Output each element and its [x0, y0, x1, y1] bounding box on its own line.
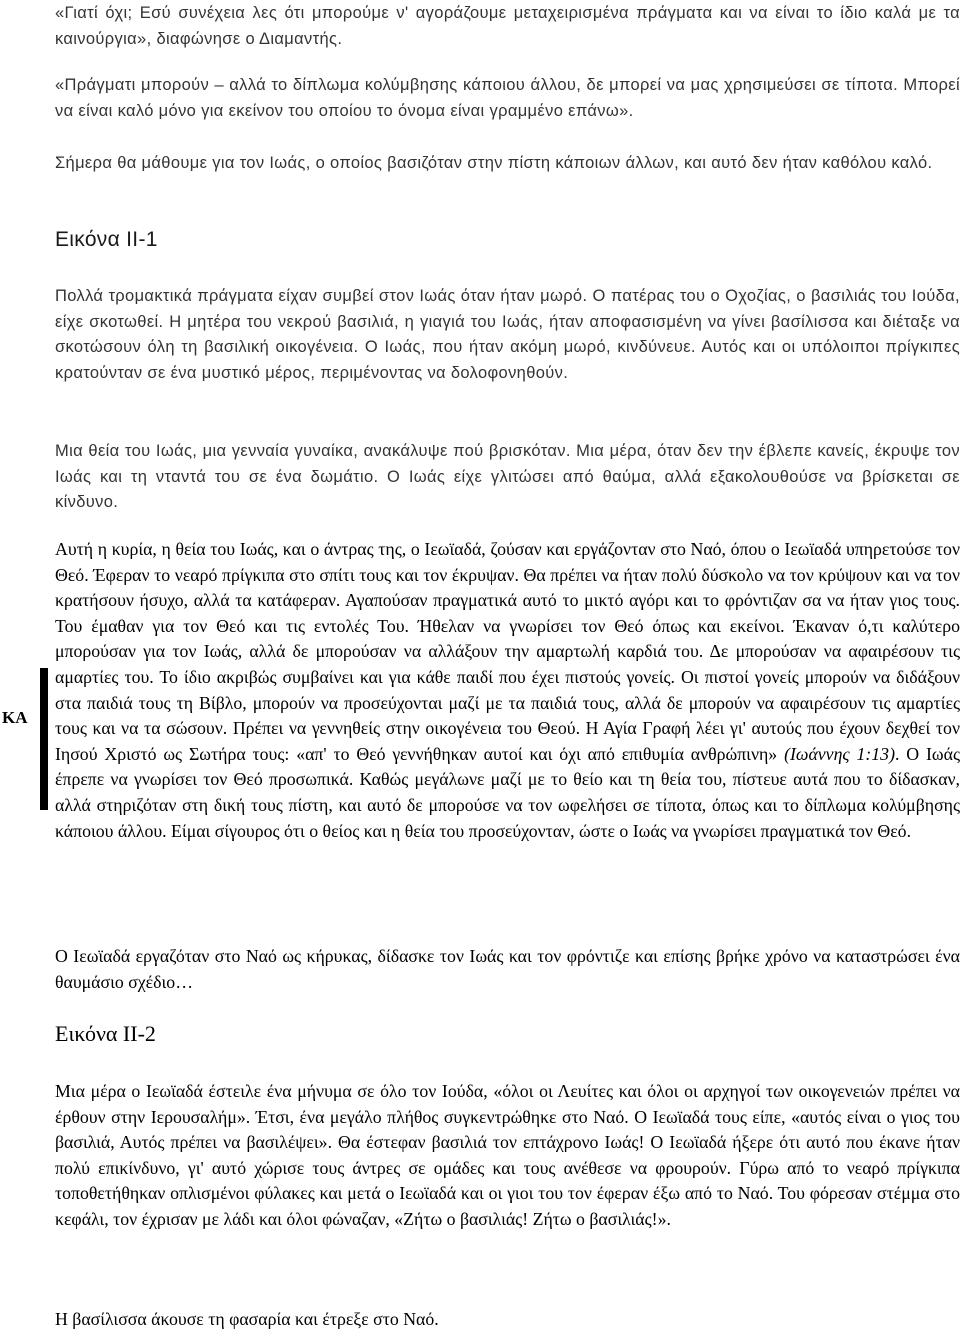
- margin-marker-bar: [40, 668, 48, 810]
- section1-paragraph-2: Μια θεία του Ιωάς, μια γενναία γυναίκα, ανακάλυψε πού βρισκόταν. Μια μέρα, όταν δεν την έβλεπε κανείς, έκρυψε τον Ιωάς και τη νταντά του σε ένα δωμάτιο. Ο Ιωάς είχε γλιτώσει από θαύμα, αλλά εξακολουθούσε να βρίσκεται σε κίνδυνο.: [55, 442, 960, 511]
- section1-paragraph-3: [55, 537, 960, 844]
- section2-paragraph-2: Η βασίλισσα άκουσε τη φασαρία και έτρεξε στο Ναό.: [55, 1309, 439, 1329]
- margin-marker-label: ΚΑ: [2, 708, 28, 727]
- section1-paragraph-4: Ο Ιεωϊαδά εργαζόταν στο Ναό ως κήρυκας, δίδασκε τον Ιωάς και τον φρόντιζε και επίσης βρήκε χρόνο να καταστρώσει ένα θαυμάσιο σχέδιο…: [55, 946, 960, 992]
- section1-paragraph-1: Πολλά τρομακτικά πράγματα είχαν συμβεί στον Ιωάς όταν ήταν μωρό. Ο πατέρας του ο Οχοζίας, ο βασιλιάς του Ιούδα, είχε σκοτωθεί. Η μητέρα του νεκρού βασιλιά, η γιαγιά του Ιωάς, ήταν αποφασισμένη να γίνει βασίλισσα και διέταξε να σκοτώσουν όλη τη βασιλική οικογένεια. Ο Ιωάς, που ήταν ακόμη μωρό, κινδύνευε. Αυτός και οι υπόλοιποι πρίγκιπες κρατούνταν σε ένα μυστικό μέρος, περιμένοντας να δολοφονηθούν.: [55, 287, 960, 382]
- section2-paragraph-1: Μια μέρα ο Ιεωϊαδά έστειλε ένα μήνυμα σε όλο τον Ιούδα, «όλοι οι Λευίτες και όλοι οι αρχηγοί των οικογενειών πρέπει να έρθουν στην Ιερουσαλήμ». Έτσι, ένα μεγάλο πλήθος συγκεντρώθηκε στο Ναό. Ο Ιεωϊαδά τους είπε, «αυτός είναι ο γιος του βασιλιά, Αυτός πρέπει να βασιλέψει». Θα έστεφαν βασιλιά τον επτάχρονο Ιωάς! Ο Ιεωϊαδά ήξερε ότι αυτό που έκανε ήταν πολύ επικίνδυνο, γι' αυτό χώρισε τους άντρες σε ομάδες και τους ανέθεσε να φρουρούν. Γύρω από το νεαρό πρίγκιπα τοποθετήθηκαν οπλισμένοι φύλακες και μετά ο Ιεωϊαδά και οι γιοι του τον έφεραν έξω από το Ναό. Του φόρεσαν στέμμα στο κεφάλι, τον έχρισαν με λάδι και όλοι φώναζαν, «Ζήτω ο βασιλιάς! Ζήτω ο βασιλιάς!».: [55, 1081, 960, 1229]
- section1-paragraph-3-rest: . Ο Ιωάς έπρεπε να γνωρίσει τον Θεό προσωπικά. Καθώς μεγάλωνε μαζί με το θείο και τη θεία του, πίστευε αυτά που το δίδασκαν, αλλά στηριζόταν στη δική τους πίστη, και αυτό δε μπορούσε να τον ωφελήσει σε τίποτα, όπως και το δίπλωμα κολύμβησης κάποιου άλλου. Είμαι σίγουρος ότι ο θείος και η θεία του προσεύχονταν, ώστε ο Ιωάς να γνωρίσει πραγματικά τον Θεό.: [55, 743, 960, 841]
- intro-paragraph-2: «Πράγματι μπορούν – αλλά το δίπλωμα κολύμβησης κάποιου άλλου, δε μπορεί να μας χρησιμεύσει σε τίποτα. Μπορεί να είναι καλό μόνο για εκείνον του οποίου το όνομα είναι γραμμένο επάνω».: [55, 76, 960, 120]
- bible-reference: (Ιωάννης 1:13): [784, 743, 895, 764]
- section1-paragraph-3-text: Αυτή η κυρία, η θεία του Ιωάς, και ο άντρας της, ο Ιεωϊαδά, ζούσαν και εργάζονταν στο Ναό, όπου ο Ιεωϊαδά υπηρετούσε τον Θεό. Έφεραν το νεαρό πρίγκιπα στο σπίτι τους και τον έκρυψαν. Θα πρέπει να ήταν πολύ δύσκολο να τον κρύψουν και να τον κρατήσουν ήσυχο, αλλά τα κατάφεραν. Αγαπούσαν πραγματικά αυτό το μικτό αγόρι και το φρόντιζαν σα να ήταν γιος τους. Του έμαθαν για τον Θεό και τις εντολές Του. Ήθελαν να γνωρίσει τον Θεό όπως και εκείνοι. Έκαναν ό,τι καλύτερο μπορούσαν για τον Ιωάς, αλλά δε μπορούσαν να αλλάξουν την αμαρτωλή καρδιά του. Δε μπορούσαν να αφαιρέσουν τις αμαρτίες του. Το ίδιο ακριβώς συμβαίνει και για κάθε παιδί που έχει πιστούς γονείς. Οι πιστοί γονείς μπορούν να διδάξουν στα παιδιά τους τη Βίβλο, μπορούν να προσεύχονται μαζί με τα παιδιά τους, αλλά δε μπορούν να αφαιρέσουν τις αμαρτίες τους και να τα σώσουν. Πρέπει να γεννηθείς στην οικογένεια του Θεού. Η Αγία Γραφή λέει γι' αυτούς που έχουν δεχθεί τον Ιησού Χριστό ως Σωτήρα τους: «απ' το Θεό γεννήθηκαν αυτοί και όχι από επιθυμία ανθρώπινη»: [55, 539, 960, 764]
- intro-paragraph-3: Σήμερα θα μάθουμε για τον Ιωάς, ο οποίος βασιζόταν στην πίστη κάποιων άλλων, και αυτό δεν ήταν καθόλου καλό.: [55, 154, 933, 172]
- section-heading-2: Εικόνα ΙΙ-2: [55, 1021, 156, 1046]
- section-heading-1: Εικόνα ΙΙ-1: [55, 228, 158, 251]
- intro-paragraph-1: «Γιατί όχι; Εσύ συνέχεια λες ότι μπορούμε ν' αγοράζουμε μεταχειρισμένα πράγματα και να είναι το ίδιο καλά με τα καινούργια», διαφώνησε ο Διαμαντής.: [55, 4, 960, 48]
